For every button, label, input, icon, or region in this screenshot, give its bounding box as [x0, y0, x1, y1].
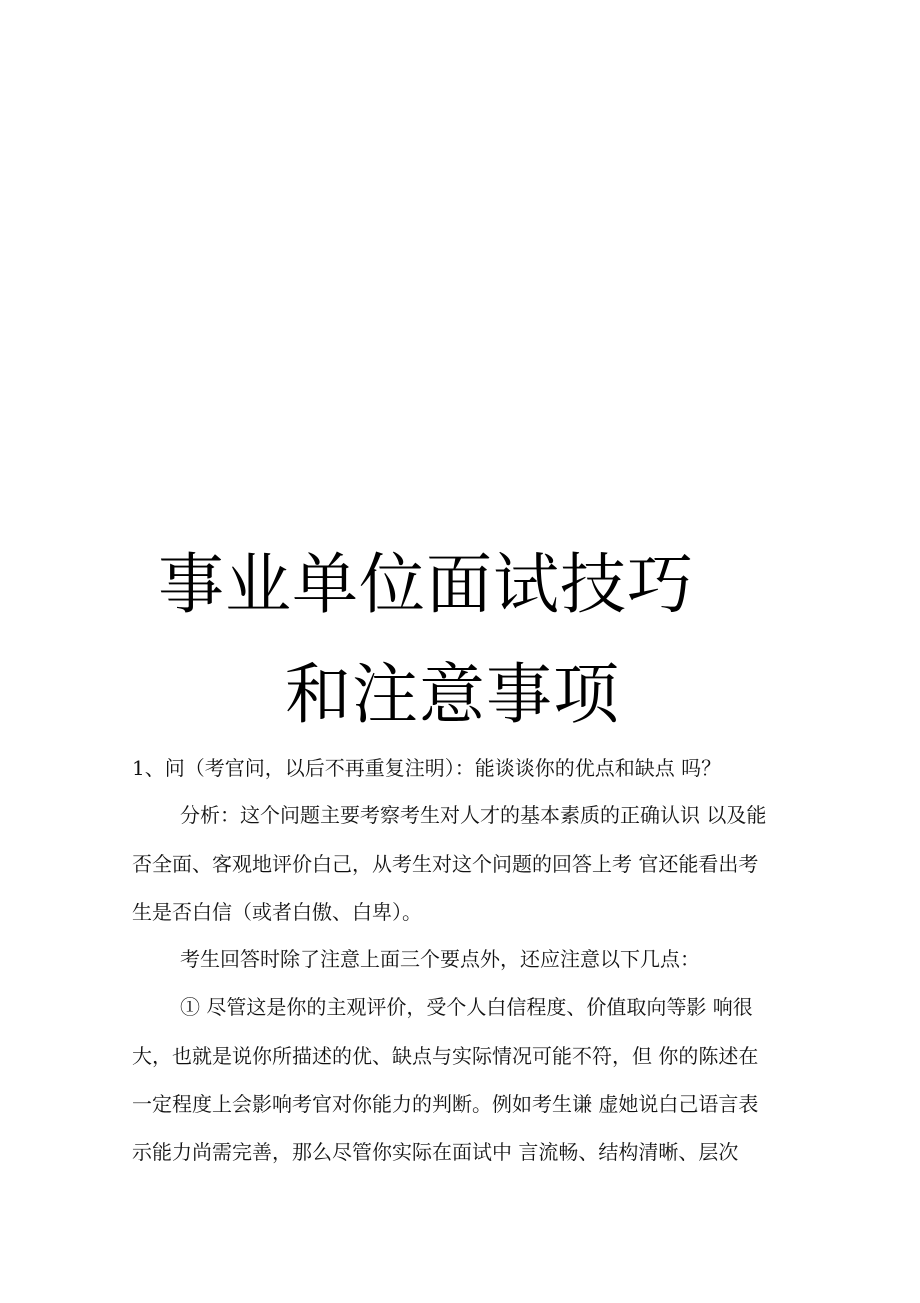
- point-1-line-2: 大，也就是说你所描述的优、缺点与实际情况可能不符，但 你的陈述在: [132, 1044, 759, 1068]
- document-title-line-2: 和注意事项: [285, 656, 620, 733]
- document-title-line-1: 事业单位面试技巧: [158, 546, 694, 623]
- question-1: 1、问（考官问，以后不再重复注明）：能谈谈你的优点和缺点 吗？: [132, 756, 722, 780]
- analysis-line-1: 分析：这个问题主要考察考生对人才的基本素质的正确认识 以及能: [180, 803, 767, 827]
- analysis-line-2: 否全面、客观地评价白己，从考生对这个问题的回答上考 官还能看出考: [132, 852, 759, 876]
- point-1-line-1: ① 尽管这是你的主观评价，受个人白信程度、价值取向等影 响很: [180, 995, 753, 1019]
- analysis-line-3: 生是否白信（或者白傲、白卑）。: [132, 900, 422, 924]
- point-1-line-4: 示能力尚需完善，那么尽管你实际在面试中 言流畅、结构清晰、层次: [132, 1140, 739, 1164]
- point-1-line-3: 一定程度上会影响考官对你能力的判断。例如考生谦 虚她说白己语言表: [132, 1092, 759, 1116]
- answer-note-line: 考生回答时除了注意上面三个要点外，还应注意以下几点：: [180, 947, 700, 971]
